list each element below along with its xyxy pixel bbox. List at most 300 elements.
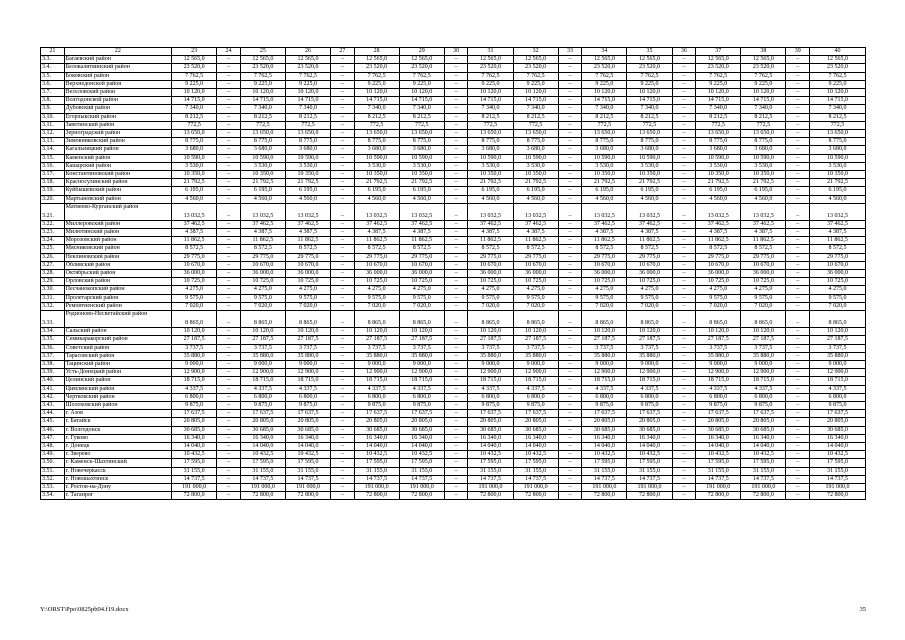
amount-cell: 36 000,0 <box>627 270 672 278</box>
empty-value: – <box>558 80 582 88</box>
amount-cell: 10 120,0 <box>810 89 866 97</box>
amount-cell: 72 800,0 <box>627 492 672 500</box>
amount-cell: 4 275,0 <box>285 286 330 294</box>
amount-cell: 12 565,0 <box>696 56 741 64</box>
amount-cell: 8 865,0 <box>399 311 444 328</box>
column-number: 26 <box>285 48 330 56</box>
amount-cell: 3 680,0 <box>582 146 627 154</box>
empty-value: – <box>786 418 810 426</box>
empty-value: – <box>672 393 696 401</box>
table-row <box>41 352 866 360</box>
empty-value: – <box>444 401 468 409</box>
row-code: 3.46. <box>41 426 65 434</box>
amount-cell: 21 792,5 <box>285 179 330 187</box>
amount-cell: 10 725,0 <box>696 278 741 286</box>
row-code: 3.48. <box>41 442 65 450</box>
table-row <box>41 245 866 253</box>
row-code: 3.11. <box>41 121 65 129</box>
empty-value: – <box>558 203 582 220</box>
amount-cell: 3 737,5 <box>172 344 217 352</box>
amount-cell: 10 432,5 <box>354 451 399 459</box>
amount-cell: 17 595,0 <box>513 459 558 467</box>
empty-value: – <box>672 162 696 170</box>
table-row <box>41 220 866 228</box>
amount-cell: 29 775,0 <box>810 253 866 261</box>
empty-value: – <box>786 369 810 377</box>
amount-cell: 18 715,0 <box>399 377 444 385</box>
row-code: 3.30. <box>41 286 65 294</box>
amount-cell: 10 120,0 <box>354 328 399 336</box>
amount-cell: 27 187,5 <box>285 336 330 344</box>
amount-cell: 29 775,0 <box>399 253 444 261</box>
empty-value: – <box>786 146 810 154</box>
table-row <box>41 294 866 302</box>
amount-cell: 7 020,0 <box>810 302 866 310</box>
amount-cell: 772,5 <box>468 121 513 129</box>
amount-cell: 10 350,0 <box>513 171 558 179</box>
table-row <box>41 393 866 401</box>
empty-value: – <box>558 352 582 360</box>
empty-value: – <box>558 97 582 105</box>
amount-cell: 16 340,0 <box>240 434 285 442</box>
amount-cell: 13 650,0 <box>513 130 558 138</box>
row-code: 3.19. <box>41 187 65 195</box>
district-name: г. Новошахтинск <box>64 475 171 483</box>
amount-cell: 6 195,0 <box>696 187 741 195</box>
amount-cell: 72 800,0 <box>172 492 217 500</box>
empty-value: – <box>558 179 582 187</box>
amount-cell: 13 032,5 <box>513 203 558 220</box>
amount-cell: 14 040,0 <box>741 442 786 450</box>
amount-cell: 6 800,0 <box>172 393 217 401</box>
empty-value: – <box>331 401 355 409</box>
district-name: Кашарский район <box>64 162 171 170</box>
amount-cell: 9 875,0 <box>696 401 741 409</box>
empty-value: – <box>444 336 468 344</box>
amount-cell: 10 432,5 <box>513 451 558 459</box>
empty-value: – <box>217 302 241 310</box>
amount-cell: 4 560,0 <box>810 195 866 203</box>
amount-cell: 6 195,0 <box>627 187 672 195</box>
amount-cell: 4 560,0 <box>582 195 627 203</box>
amount-cell: 8 212,5 <box>741 113 786 121</box>
amount-cell: 3 530,0 <box>240 162 285 170</box>
amount-cell: 10 350,0 <box>240 171 285 179</box>
empty-value: – <box>444 385 468 393</box>
empty-value: – <box>217 195 241 203</box>
amount-cell: 30 685,0 <box>627 426 672 434</box>
amount-cell: 18 715,0 <box>285 377 330 385</box>
amount-cell: 191 000,0 <box>696 483 741 491</box>
row-code: 3.50. <box>41 459 65 467</box>
amount-cell: 9 575,0 <box>285 294 330 302</box>
amount-cell: 4 337,5 <box>399 385 444 393</box>
district-name: г. Азов <box>64 410 171 418</box>
empty-value: – <box>331 451 355 459</box>
amount-cell: 10 120,0 <box>172 328 217 336</box>
district-name: Мартыновский район <box>64 195 171 203</box>
amount-cell: 10 120,0 <box>399 89 444 97</box>
amount-cell: 8 212,5 <box>582 113 627 121</box>
row-code: 3.35. <box>41 336 65 344</box>
amount-cell: 8 865,0 <box>741 311 786 328</box>
amount-cell: 37 462,5 <box>468 220 513 228</box>
amount-cell: 21 792,5 <box>513 179 558 187</box>
empty-value: – <box>217 130 241 138</box>
empty-value: – <box>786 113 810 121</box>
amount-cell: 29 775,0 <box>513 253 558 261</box>
empty-value: – <box>217 286 241 294</box>
empty-value: – <box>331 410 355 418</box>
empty-value: – <box>672 492 696 500</box>
empty-value: – <box>672 459 696 467</box>
empty-value: – <box>786 328 810 336</box>
empty-value: – <box>217 203 241 220</box>
empty-value: – <box>217 393 241 401</box>
empty-value: – <box>786 336 810 344</box>
district-name: г. Волгодонск <box>64 426 171 434</box>
amount-cell: 9 875,0 <box>582 401 627 409</box>
district-name: Зерноградский район <box>64 130 171 138</box>
amount-cell: 14 737,5 <box>696 475 741 483</box>
amount-cell: 9 000,0 <box>240 360 285 368</box>
amount-cell: 27 187,5 <box>354 336 399 344</box>
empty-value: – <box>558 105 582 113</box>
amount-cell: 3 680,0 <box>810 146 866 154</box>
row-code: 3.40. <box>41 377 65 385</box>
amount-cell: 8 775,0 <box>582 138 627 146</box>
table-row <box>41 492 866 500</box>
district-name: Константиновский район <box>64 171 171 179</box>
district-name: Багаевский район <box>64 56 171 64</box>
empty-value: – <box>786 352 810 360</box>
row-code: 3.27. <box>41 261 65 269</box>
amount-cell: 8 865,0 <box>582 311 627 328</box>
amount-cell: 35 880,0 <box>582 352 627 360</box>
empty-value: – <box>672 179 696 187</box>
empty-value: – <box>331 294 355 302</box>
amount-cell: 10 725,0 <box>399 278 444 286</box>
empty-value: – <box>558 130 582 138</box>
empty-value: – <box>672 237 696 245</box>
amount-cell: 37 462,5 <box>285 220 330 228</box>
table-row <box>41 451 866 459</box>
amount-cell: 11 862,5 <box>354 237 399 245</box>
amount-cell: 17 595,0 <box>696 459 741 467</box>
empty-value: – <box>217 311 241 328</box>
amount-cell: 9 875,0 <box>627 401 672 409</box>
empty-value: – <box>331 97 355 105</box>
empty-value: – <box>558 360 582 368</box>
amount-cell: 3 530,0 <box>741 162 786 170</box>
amount-cell: 36 000,0 <box>513 270 558 278</box>
row-code: 3.13. <box>41 138 65 146</box>
amount-cell: 10 120,0 <box>627 328 672 336</box>
amount-cell: 6 800,0 <box>240 393 285 401</box>
empty-value: – <box>672 220 696 228</box>
amount-cell: 4 387,5 <box>627 229 672 237</box>
amount-cell: 14 040,0 <box>468 442 513 450</box>
column-number: 30 <box>444 48 468 56</box>
amount-cell: 10 670,0 <box>741 261 786 269</box>
amount-cell: 10 350,0 <box>354 171 399 179</box>
empty-value: – <box>672 336 696 344</box>
amount-cell: 3 680,0 <box>285 146 330 154</box>
row-code: 3.14. <box>41 146 65 154</box>
amount-cell: 23 520,0 <box>468 64 513 72</box>
empty-value: – <box>217 475 241 483</box>
amount-cell: 14 715,0 <box>354 97 399 105</box>
empty-value: – <box>786 467 810 475</box>
column-number: 29 <box>399 48 444 56</box>
empty-value: – <box>786 253 810 261</box>
amount-cell: 9 225,0 <box>172 80 217 88</box>
amount-cell: 72 800,0 <box>696 492 741 500</box>
empty-value: – <box>558 475 582 483</box>
column-number: 33 <box>558 48 582 56</box>
amount-cell: 23 520,0 <box>399 64 444 72</box>
amount-cell: 9 225,0 <box>468 80 513 88</box>
empty-value: – <box>444 56 468 64</box>
table-row <box>41 344 866 352</box>
empty-value: – <box>217 328 241 336</box>
amount-cell: 31 155,0 <box>285 467 330 475</box>
amount-cell: 10 432,5 <box>582 451 627 459</box>
amount-cell: 17 595,0 <box>354 459 399 467</box>
column-number: 34 <box>582 48 627 56</box>
amount-cell: 12 900,0 <box>354 369 399 377</box>
amount-cell: 772,5 <box>399 121 444 129</box>
empty-value: – <box>558 294 582 302</box>
amount-cell: 13 032,5 <box>285 203 330 220</box>
empty-value: – <box>558 302 582 310</box>
amount-cell: 14 040,0 <box>285 442 330 450</box>
empty-value: – <box>331 64 355 72</box>
amount-cell: 16 340,0 <box>741 434 786 442</box>
amount-cell: 12 900,0 <box>468 369 513 377</box>
budget-table <box>40 47 866 500</box>
row-code: 3.34. <box>41 328 65 336</box>
amount-cell: 3 680,0 <box>172 146 217 154</box>
amount-cell: 14 737,5 <box>172 475 217 483</box>
amount-cell: 13 650,0 <box>285 130 330 138</box>
amount-cell: 72 800,0 <box>468 492 513 500</box>
amount-cell: 8 775,0 <box>399 138 444 146</box>
amount-cell: 7 340,0 <box>627 105 672 113</box>
empty-value: – <box>444 434 468 442</box>
empty-value: – <box>217 467 241 475</box>
amount-cell: 6 800,0 <box>810 393 866 401</box>
amount-cell: 772,5 <box>240 121 285 129</box>
amount-cell: 4 275,0 <box>741 286 786 294</box>
row-code: 3.4. <box>41 64 65 72</box>
amount-cell: 3 680,0 <box>354 146 399 154</box>
amount-cell: 21 792,5 <box>810 179 866 187</box>
empty-value: – <box>217 138 241 146</box>
empty-value: – <box>558 483 582 491</box>
amount-cell: 13 650,0 <box>468 130 513 138</box>
amount-cell: 12 900,0 <box>810 369 866 377</box>
amount-cell: 9 575,0 <box>240 294 285 302</box>
row-code: 3.17. <box>41 171 65 179</box>
district-name: Целинский район <box>64 377 171 385</box>
amount-cell: 12 565,0 <box>240 56 285 64</box>
empty-value: – <box>672 352 696 360</box>
amount-cell: 31 155,0 <box>513 467 558 475</box>
amount-cell: 10 670,0 <box>627 261 672 269</box>
empty-value: – <box>558 344 582 352</box>
district-name: Неклиновский район <box>64 253 171 261</box>
amount-cell: 18 715,0 <box>810 377 866 385</box>
district-name: г. Донецк <box>64 442 171 450</box>
amount-cell: 8 212,5 <box>513 113 558 121</box>
district-name: Морозовский район <box>64 237 171 245</box>
amount-cell: 6 195,0 <box>172 187 217 195</box>
amount-cell: 9 225,0 <box>513 80 558 88</box>
amount-cell: 27 187,5 <box>468 336 513 344</box>
empty-value: – <box>331 138 355 146</box>
amount-cell: 14 737,5 <box>513 475 558 483</box>
amount-cell: 11 862,5 <box>468 237 513 245</box>
empty-value: – <box>444 369 468 377</box>
amount-cell: 10 120,0 <box>399 328 444 336</box>
amount-cell: 3 530,0 <box>627 162 672 170</box>
amount-cell: 10 590,0 <box>354 154 399 162</box>
empty-value: – <box>331 121 355 129</box>
amount-cell: 12 900,0 <box>696 369 741 377</box>
empty-value: – <box>217 294 241 302</box>
amount-cell: 8 775,0 <box>810 138 866 146</box>
row-code: 3.44. <box>41 410 65 418</box>
row-code: 3.20. <box>41 195 65 203</box>
amount-cell: 3 530,0 <box>582 162 627 170</box>
amount-cell: 30 685,0 <box>741 426 786 434</box>
amount-cell: 4 337,5 <box>468 385 513 393</box>
amount-cell: 8 865,0 <box>696 311 741 328</box>
empty-value: – <box>217 154 241 162</box>
empty-value: – <box>444 377 468 385</box>
amount-cell: 35 880,0 <box>627 352 672 360</box>
empty-value: – <box>558 418 582 426</box>
empty-value: – <box>444 245 468 253</box>
empty-value: – <box>217 451 241 459</box>
amount-cell: 10 590,0 <box>810 154 866 162</box>
amount-cell: 10 725,0 <box>468 278 513 286</box>
empty-value: – <box>331 385 355 393</box>
amount-cell: 772,5 <box>741 121 786 129</box>
amount-cell: 8 212,5 <box>627 113 672 121</box>
empty-value: – <box>444 121 468 129</box>
amount-cell: 10 120,0 <box>285 328 330 336</box>
amount-cell: 35 880,0 <box>810 352 866 360</box>
amount-cell: 9 225,0 <box>354 80 399 88</box>
empty-value: – <box>217 72 241 80</box>
empty-value: – <box>786 171 810 179</box>
amount-cell: 14 737,5 <box>354 475 399 483</box>
amount-cell: 37 462,5 <box>582 220 627 228</box>
amount-cell: 20 805,0 <box>513 418 558 426</box>
empty-value: – <box>786 138 810 146</box>
amount-cell: 8 212,5 <box>810 113 866 121</box>
amount-cell: 31 155,0 <box>354 467 399 475</box>
amount-cell: 14 737,5 <box>582 475 627 483</box>
district-name: Дубовский район <box>64 105 171 113</box>
empty-value: – <box>444 179 468 187</box>
amount-cell: 9 000,0 <box>285 360 330 368</box>
amount-cell: 7 762,5 <box>468 72 513 80</box>
amount-cell: 8 865,0 <box>468 311 513 328</box>
amount-cell: 8 775,0 <box>172 138 217 146</box>
amount-cell: 3 737,5 <box>582 344 627 352</box>
row-code: 3.43. <box>41 401 65 409</box>
amount-cell: 20 805,0 <box>354 418 399 426</box>
amount-cell: 7 020,0 <box>172 302 217 310</box>
empty-value: – <box>331 130 355 138</box>
empty-value: – <box>331 336 355 344</box>
amount-cell: 191 000,0 <box>468 483 513 491</box>
amount-cell: 10 670,0 <box>696 261 741 269</box>
amount-cell: 4 337,5 <box>810 385 866 393</box>
row-code: 3.15. <box>41 154 65 162</box>
amount-cell: 30 685,0 <box>810 426 866 434</box>
amount-cell: 17 637,5 <box>468 410 513 418</box>
amount-cell: 12 565,0 <box>399 56 444 64</box>
empty-value: – <box>217 64 241 72</box>
amount-cell: 4 275,0 <box>240 286 285 294</box>
amount-cell: 191 000,0 <box>399 483 444 491</box>
empty-value: – <box>558 385 582 393</box>
amount-cell: 4 387,5 <box>696 229 741 237</box>
amount-cell: 4 560,0 <box>399 195 444 203</box>
empty-value: – <box>672 229 696 237</box>
table-row <box>41 187 866 195</box>
district-name: Мясниковский район <box>64 245 171 253</box>
amount-cell: 29 775,0 <box>741 253 786 261</box>
amount-cell: 7 340,0 <box>172 105 217 113</box>
empty-value: – <box>331 187 355 195</box>
amount-cell: 14 040,0 <box>810 442 866 450</box>
table-row <box>41 64 866 72</box>
amount-cell: 10 432,5 <box>696 451 741 459</box>
district-name: г. Каменск-Шахтинский <box>64 459 171 467</box>
amount-cell: 14 715,0 <box>696 97 741 105</box>
empty-value: – <box>444 459 468 467</box>
amount-cell: 12 900,0 <box>399 369 444 377</box>
amount-cell: 4 275,0 <box>627 286 672 294</box>
amount-cell: 6 800,0 <box>696 393 741 401</box>
amount-cell: 13 650,0 <box>172 130 217 138</box>
empty-value: – <box>786 80 810 88</box>
table-row <box>41 426 866 434</box>
row-code: 3.25. <box>41 245 65 253</box>
district-name: Зимовниковский район <box>64 138 171 146</box>
amount-cell: 12 565,0 <box>513 56 558 64</box>
empty-value: – <box>444 80 468 88</box>
row-code: 3.23. <box>41 229 65 237</box>
amount-cell: 14 715,0 <box>172 97 217 105</box>
amount-cell: 4 275,0 <box>172 286 217 294</box>
amount-cell: 31 155,0 <box>240 467 285 475</box>
amount-cell: 17 595,0 <box>810 459 866 467</box>
amount-cell: 10 120,0 <box>810 328 866 336</box>
empty-value: – <box>331 220 355 228</box>
amount-cell: 35 880,0 <box>399 352 444 360</box>
empty-value: – <box>331 105 355 113</box>
amount-cell: 10 725,0 <box>285 278 330 286</box>
amount-cell: 20 805,0 <box>810 418 866 426</box>
empty-value: – <box>672 146 696 154</box>
empty-value: – <box>331 286 355 294</box>
